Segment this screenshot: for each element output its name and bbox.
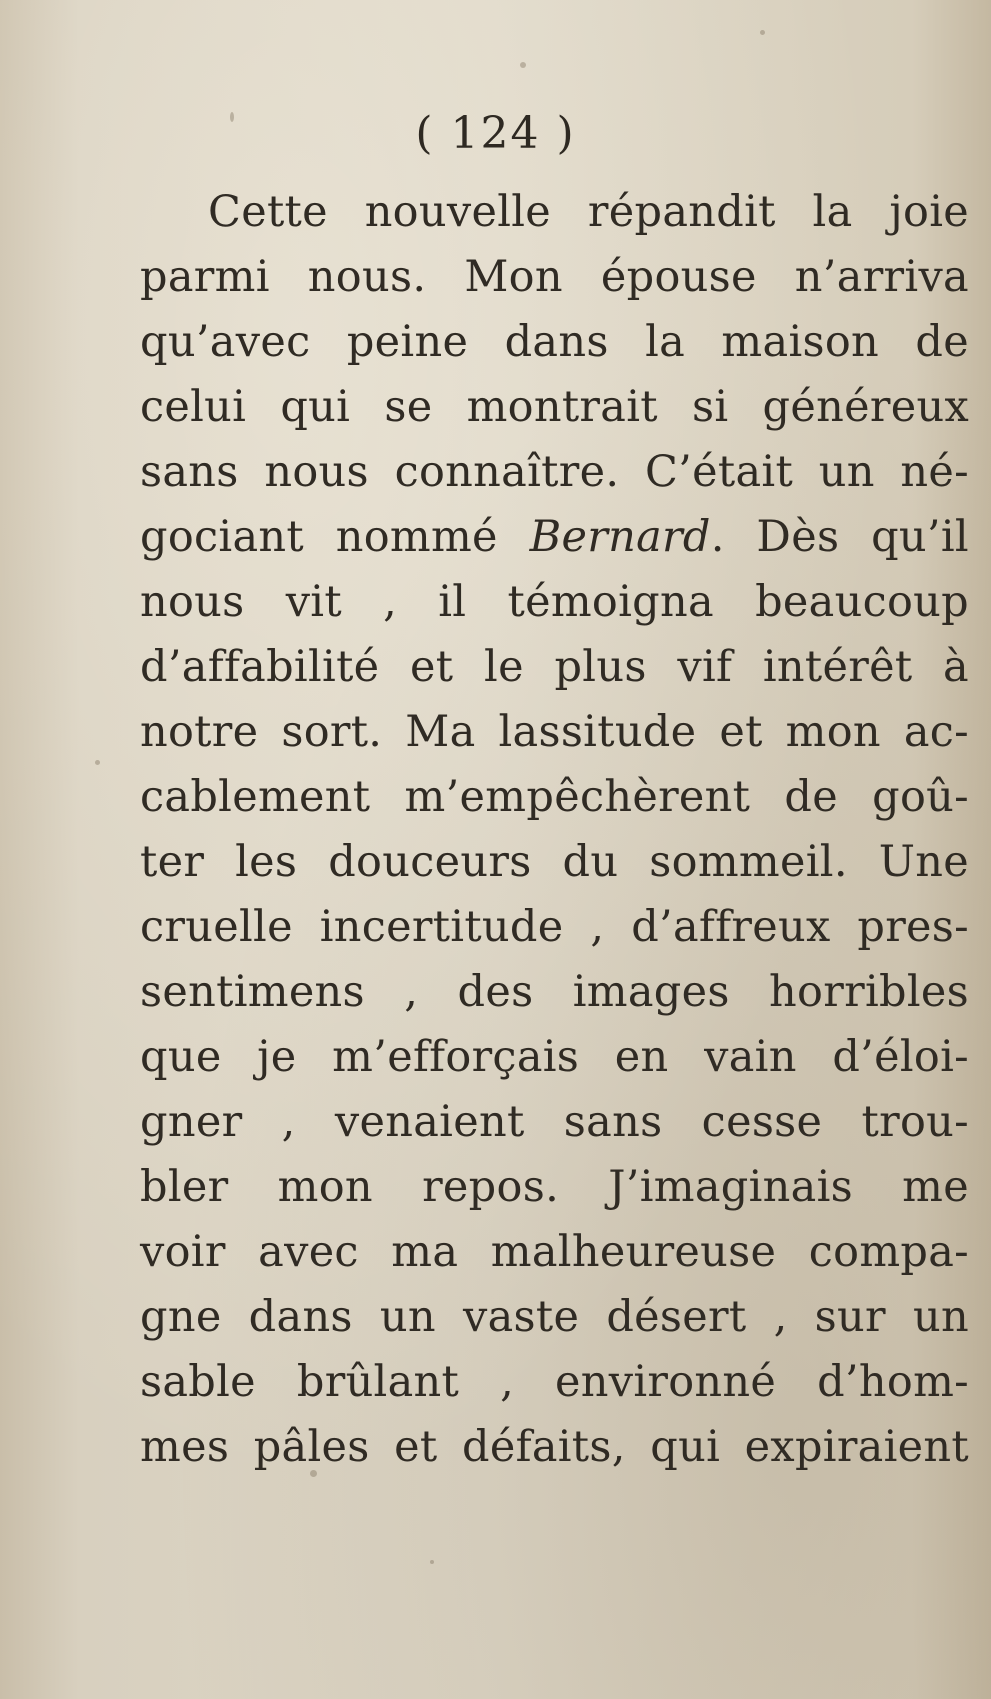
- text-line: que je m’efforçais en vain d’éloi-: [140, 1032, 969, 1082]
- text-line: qu’avec peine dans la maison de: [140, 317, 969, 367]
- text-line: celui qui se montrait si généreux: [140, 382, 969, 432]
- text-line: sentimens , des images horribles: [140, 967, 969, 1017]
- text-line: nous vit , il témoigna beaucoup: [140, 577, 969, 627]
- text-line: notre sort. Ma lassitude et mon ac-: [140, 707, 969, 757]
- text-line: ter les douceurs du sommeil. Une: [140, 837, 969, 887]
- text-line: d’affabilité et le plus vif intérêt à: [140, 642, 969, 692]
- text-line: cruelle incertitude , d’affreux pres-: [140, 902, 969, 952]
- page-number: ( 124 ): [415, 108, 576, 159]
- text-line: bler mon repos. J’imaginais me: [140, 1162, 969, 1212]
- text-line: sable brûlant , environné d’hom-: [140, 1357, 969, 1407]
- paper-speck: [520, 62, 526, 68]
- text-line: Cette nouvelle répandit la joie: [208, 187, 969, 237]
- text-line: cablement m’empêchèrent de goû-: [140, 772, 969, 822]
- text-line: parmi nous. Mon épouse n’arriva: [140, 252, 969, 302]
- text-line: voir avec ma malheureuse compa-: [140, 1227, 969, 1277]
- body-text: [140, 180, 969, 1480]
- paper-speck: [430, 1560, 434, 1564]
- text-line: gne dans un vaste désert , sur un: [140, 1292, 969, 1342]
- paper-speck: [760, 30, 765, 35]
- text-line: gner , venaient sans cesse trou-: [140, 1097, 969, 1147]
- text-line: mes pâles et défaits, qui expiraient: [140, 1422, 969, 1472]
- text-line: sans nous connaître. C’était un né-: [140, 447, 969, 497]
- paper-speck: [95, 760, 100, 765]
- text-line: gociant nommé Bernard. Dès qu’il: [140, 512, 969, 562]
